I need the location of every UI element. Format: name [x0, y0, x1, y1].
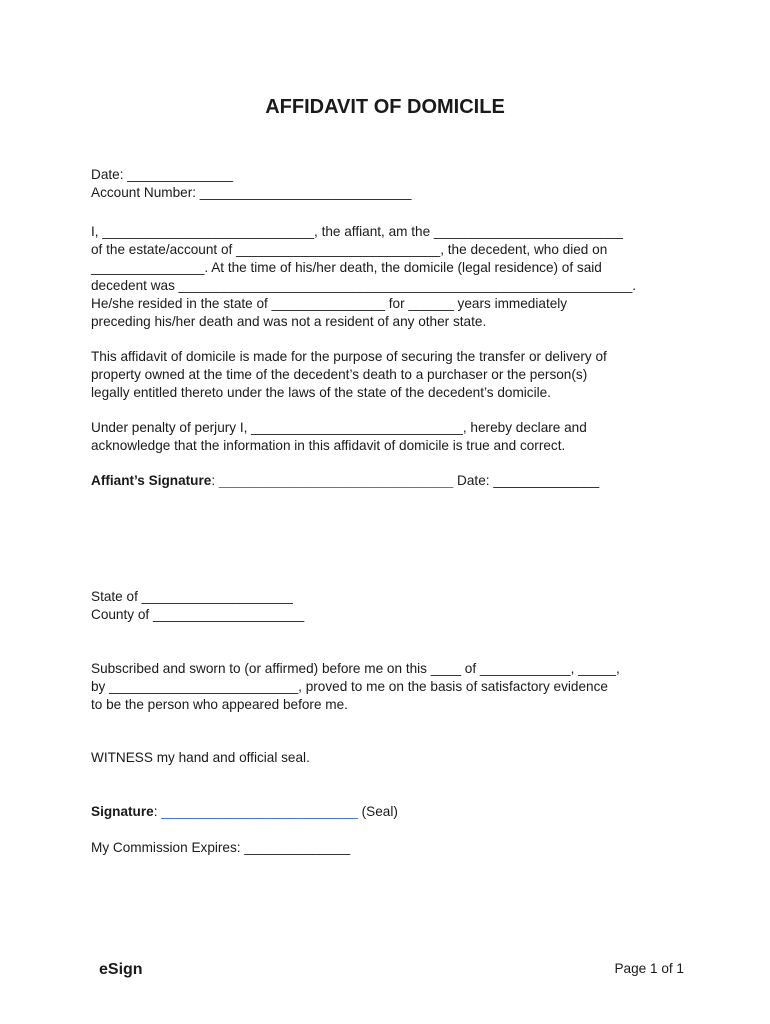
notary-signature-colon: : [153, 804, 162, 819]
esign-logo: eSign [99, 961, 143, 978]
notary-signature-field[interactable]: __________________________ [161, 804, 358, 819]
document-title: AFFIDAVIT OF DOMICILE [265, 96, 505, 118]
sworn-line-2: by _________________________, proved to me on the basis of satisfactory evidence [91, 679, 608, 694]
perjury-paragraph-line-2: acknowledge that the information in this affidavit of domicile is true and correct. [91, 438, 566, 453]
purpose-paragraph-line-2: property owned at the time of the decedent’s death to a purchaser or the person(s) [91, 367, 588, 382]
affiant-paragraph-line-6: preceding his/her death and was not a resident of any other state. [91, 314, 487, 329]
date-line[interactable]: Date: ______________ [91, 167, 234, 182]
county-of-line[interactable]: County of ____________________ [91, 607, 305, 622]
perjury-paragraph-line-1: Under penalty of perjury I, ____________________________, hereby declare and [91, 420, 587, 435]
account-number-line[interactable]: Account Number: ____________________________ [91, 185, 412, 200]
affiant-signature-label: Affiant’s Signature [91, 473, 212, 488]
affiant-signature-colon: : [211, 473, 219, 488]
purpose-paragraph-line-3: legally entitled thereto under the laws of the state of the decedent’s domicile. [91, 385, 551, 400]
affiant-paragraph-line-5: He/she resided in the state of _______________ for ______ years immediately [91, 296, 568, 311]
purpose-paragraph-line-1: This affidavit of domicile is made for the purpose of securing the transfer or delivery of [91, 349, 607, 364]
affiant-signature-date[interactable]: Date: ______________ [453, 473, 600, 488]
affiant-signature-row [91, 472, 599, 490]
seal-label: (Seal) [357, 804, 398, 819]
witness-line: WITNESS my hand and official seal. [91, 750, 310, 765]
affiant-paragraph-line-1: I, ____________________________, the affiant, am the _________________________ [91, 224, 623, 239]
notary-signature-row [91, 803, 398, 821]
page-number: Page 1 of 1 [614, 961, 684, 976]
sworn-line-1: Subscribed and sworn to (or affirmed) before me on this ____ of ____________, _____, [91, 661, 620, 676]
affiant-signature-field[interactable]: _______________________________ [218, 473, 454, 488]
state-of-line[interactable]: State of ____________________ [91, 589, 293, 604]
affiant-paragraph-line-4: decedent was ____________________________________________________________. [91, 278, 637, 293]
affiant-paragraph-line-2: of the estate/account of ___________________________, the decedent, who died on [91, 242, 608, 257]
commission-expires-line[interactable]: My Commission Expires: ______________ [91, 840, 351, 855]
affiant-paragraph-line-3: _______________. At the time of his/her death, the domicile (legal residence) of said [91, 260, 602, 275]
notary-signature-label: Signature [91, 804, 154, 819]
sworn-line-3: to be the person who appeared before me. [91, 697, 348, 712]
